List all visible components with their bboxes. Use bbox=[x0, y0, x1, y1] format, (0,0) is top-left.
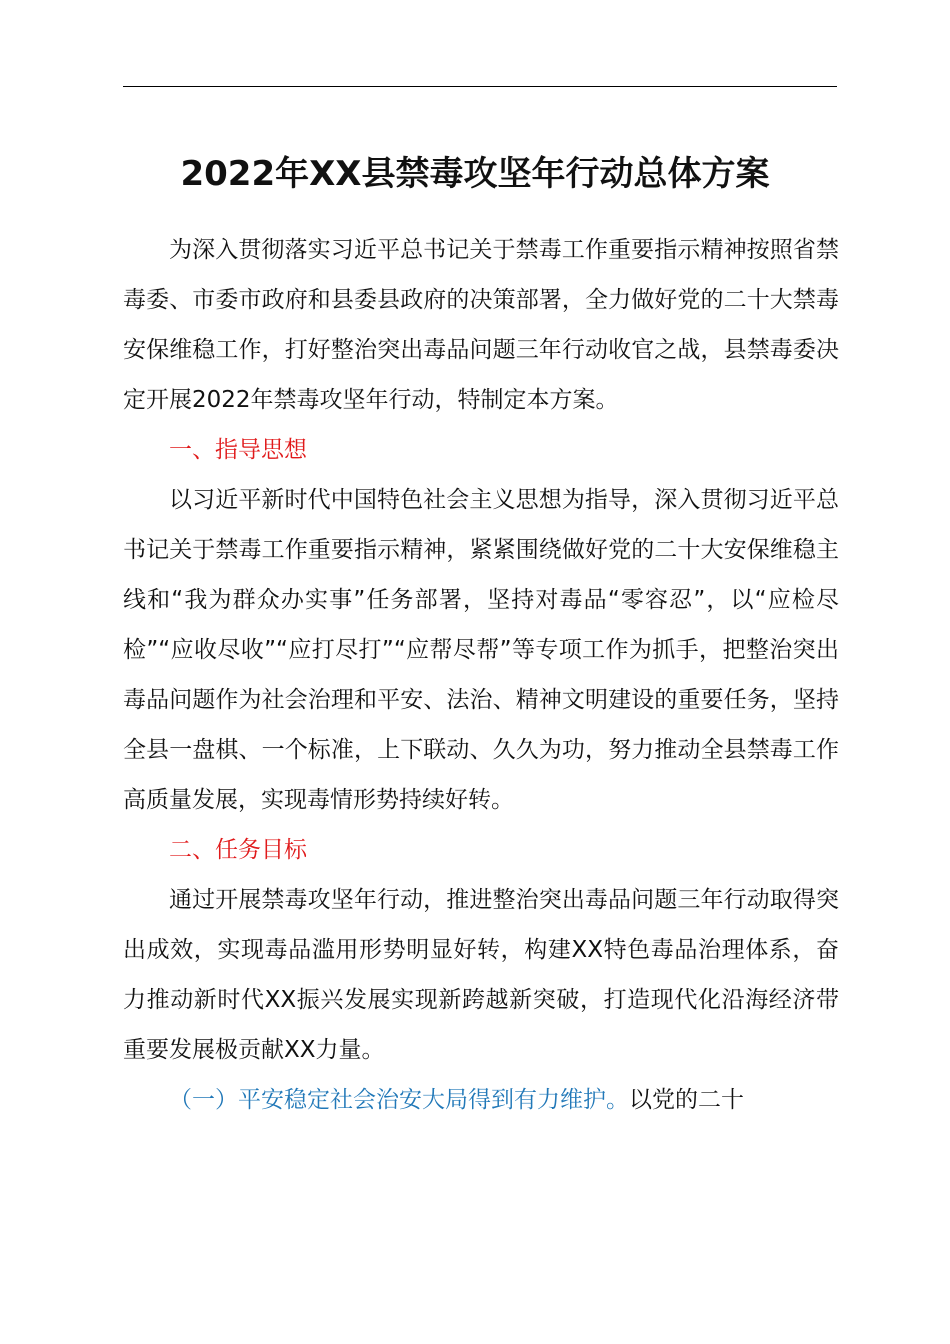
document-title: 2022年XX县禁毒攻坚年行动总体方案 bbox=[180, 154, 770, 194]
section-heading-task-goals: 二、任务目标 bbox=[169, 837, 307, 863]
subsection-paragraph bbox=[123, 1075, 839, 1125]
section-body-task-goals: 通过开展禁毒攻坚年行动，推进整治突出毒品问题三年行动取得突出成效，实现毒品滥用形势明显好转，构建XX特色毒品治理体系，奋力推动新时代XX振兴发展实现新跨越新突破，打造现代化沿海经济带重要发展极贡献XX力量。 bbox=[123, 887, 839, 1063]
intro-paragraph: 为深入贯彻落实习近平总书记关于禁毒工作重要指示精神按照省禁毒委、市委市政府和县委县政府的决策部署，全力做好党的二十大禁毒安保维稳工作，打好整治突出毒品问题三年行动收官之战，县禁毒委决定开展2022年禁毒攻坚年行动，特制定本方案。 bbox=[123, 237, 839, 413]
subsection-heading: （一）平安稳定社会治安大局得到有力维护。 bbox=[169, 1087, 629, 1113]
document-body bbox=[123, 225, 839, 1125]
header-rule bbox=[123, 86, 837, 87]
section-heading-guiding-ideology: 一、指导思想 bbox=[169, 437, 307, 463]
subsection-body: 以党的二十 bbox=[629, 1087, 744, 1113]
section-body-guiding-ideology: 以习近平新时代中国特色社会主义思想为指导，深入贯彻习近平总书记关于禁毒工作重要指示精神，紧紧围绕做好党的二十大安保维稳主线和“我为群众办实事”任务部署，坚持对毒品“零容忍”，以“应检尽检”“应收尽收”“应打尽打”“应帮尽帮”等专项工作为抓手，把整治突出毒品问题作为社会治理和平安、法治、精神文明建设的重要任务，坚持全县一盘棋、一个标准，上下联动、久久为功，努力推动全县禁毒工作高质量发展，实现毒情形势持续好转。 bbox=[123, 487, 839, 813]
